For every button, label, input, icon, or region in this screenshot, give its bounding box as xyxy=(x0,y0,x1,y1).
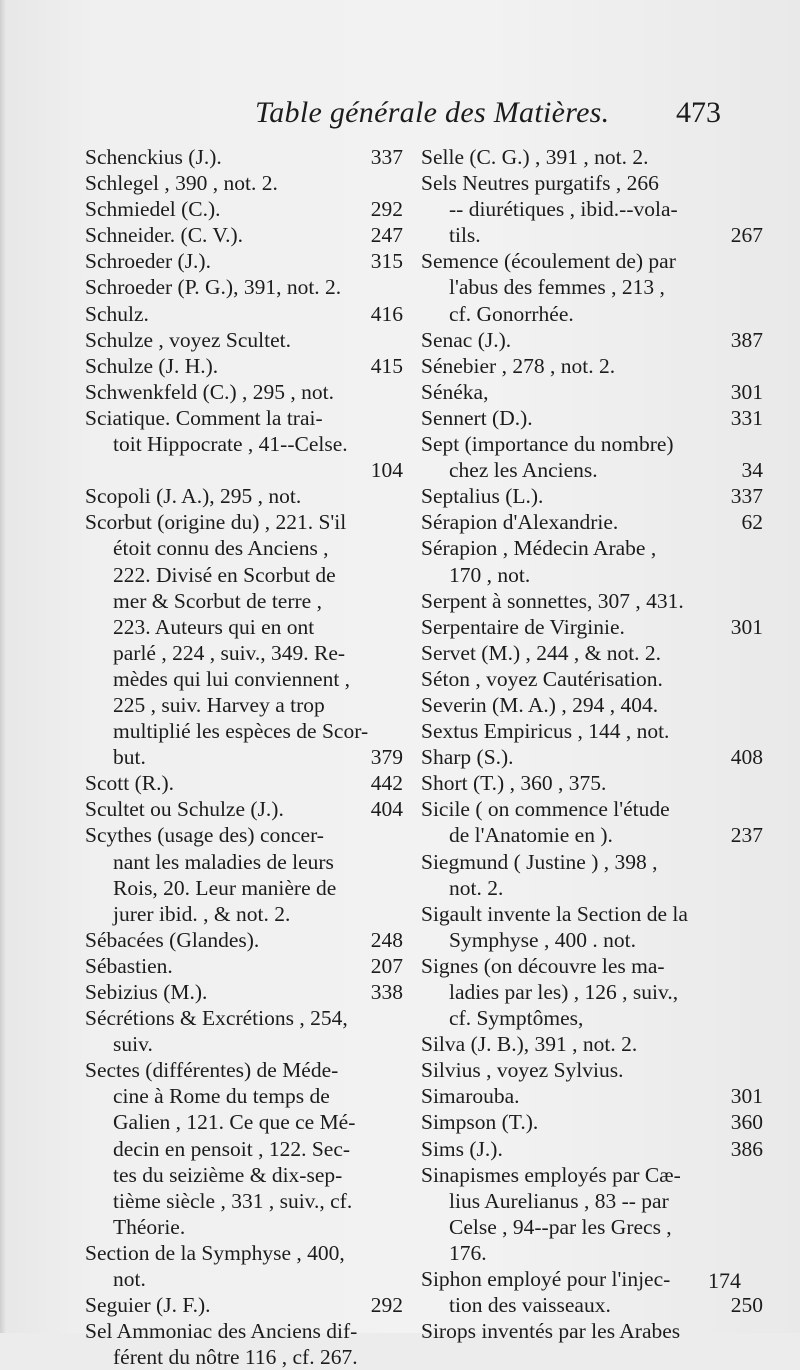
entry-text: tes du seizième & dix-sep- xyxy=(113,1162,343,1187)
index-entry-line xyxy=(85,1344,403,1370)
entry-text: mèdes qui lui conviennent , xyxy=(113,666,351,691)
index-entry-line xyxy=(85,353,403,379)
index-entry-line xyxy=(85,248,403,274)
entry-text: Selle (C. G.) , 391 , not. 2. xyxy=(421,145,649,169)
entry-page-ref: 416 xyxy=(370,301,403,326)
entry-text: Schlegel , 390 , not. 2. xyxy=(85,171,278,196)
entry-text: étoit connu des Anciens , xyxy=(113,536,329,561)
entry-page-ref: 248 xyxy=(370,927,403,952)
entry-text: Sims (J.). xyxy=(421,1136,503,1161)
entry-text: Silvius , voyez Sylvius. xyxy=(421,1058,624,1083)
entry-text: not. 2. xyxy=(449,875,504,900)
index-entry-line xyxy=(421,1083,763,1109)
index-entry-line xyxy=(421,901,763,927)
index-entry-line xyxy=(85,901,403,927)
entry-text: Section de la Symphyse , 400, xyxy=(85,1240,345,1265)
entry-text: Sénebier , 278 , not. 2. xyxy=(421,353,616,378)
index-entry-line xyxy=(85,692,403,718)
index-column-right xyxy=(421,144,763,1344)
entry-text: Sigault invente la Section de la xyxy=(421,901,688,926)
index-entry-line xyxy=(85,1057,403,1083)
entry-text: 222. Divisé en Scorbut de xyxy=(113,562,336,587)
index-entry-line xyxy=(85,927,403,953)
entry-text: Septalius (L.). xyxy=(421,484,544,509)
index-entry-line xyxy=(85,535,403,561)
entry-text: parlé , 224 , suiv., 349. Re- xyxy=(113,640,346,665)
index-entry-line xyxy=(421,1109,763,1135)
entry-text: cf. Gonorrhée. xyxy=(449,301,574,326)
entry-text: Schroeder (J.). xyxy=(85,249,211,274)
entry-text: Scorbut (origine du) , 221. S'il xyxy=(85,510,347,535)
entry-page-ref: 267 xyxy=(730,223,763,248)
index-entry-line xyxy=(85,1240,403,1266)
index-entry-line xyxy=(421,379,763,405)
entry-page-ref: 331 xyxy=(730,405,763,430)
entry-text: Sirops inventés par les Arabes xyxy=(421,1319,681,1344)
index-entry-line xyxy=(421,562,763,588)
index-entry-line xyxy=(85,1136,403,1162)
index-entry-line xyxy=(421,1005,763,1031)
index-entry-line xyxy=(421,222,763,248)
index-entry-line xyxy=(85,1292,403,1318)
index-entry-line xyxy=(85,431,403,457)
entry-text: Sennert (D.). xyxy=(421,405,533,430)
entry-text: Semence (écoulement de) par xyxy=(421,249,676,274)
entry-text: Seguier (J. F.). xyxy=(85,1293,211,1318)
entry-text: Schenckius (J.). xyxy=(85,145,222,169)
entry-text: Théorie. xyxy=(113,1214,186,1239)
entry-text: 176. xyxy=(449,1240,487,1265)
entry-text: Scopoli (J. A.), 295 , not. xyxy=(85,484,302,509)
index-entry-line xyxy=(421,170,763,196)
entry-text: chez les Anciens. xyxy=(449,458,598,483)
entry-text: Servet (M.) , 244 , & not. 2. xyxy=(421,640,662,665)
entry-text: Scythes (usage des) concer- xyxy=(85,823,324,848)
entry-page-ref: 250 xyxy=(730,1293,763,1318)
index-entry-line xyxy=(421,457,763,483)
index-entry-line xyxy=(85,170,403,196)
index-entry-line xyxy=(85,1031,403,1057)
index-entry-line xyxy=(421,927,763,953)
index-entry-line xyxy=(85,274,403,300)
entry-text: Sérapion , Médecin Arabe , xyxy=(421,536,657,561)
entry-page-ref: 442 xyxy=(370,771,403,796)
catchword: 174 xyxy=(708,1268,741,1293)
entry-text: cf. Symptômes, xyxy=(449,1006,584,1031)
entry-page-ref: 338 xyxy=(370,980,403,1004)
entry-text: Signes (on découvre les ma- xyxy=(421,953,665,978)
index-entry-line xyxy=(85,666,403,692)
entry-text: tils. xyxy=(449,223,481,248)
index-entry-line xyxy=(421,1031,763,1057)
index-entry-line xyxy=(85,379,403,405)
index-entry-line xyxy=(421,301,763,327)
index-entry-line xyxy=(85,144,403,170)
entry-page-ref: 62 xyxy=(741,510,763,535)
entry-text: tion des vaisseaux. xyxy=(449,1293,611,1318)
index-entry-line xyxy=(421,614,763,640)
entry-page-ref: 404 xyxy=(370,797,403,822)
index-entry-line xyxy=(85,822,403,848)
entry-text: Sicile ( on commence l'étude xyxy=(421,797,670,822)
entry-text: Schmiedel (C.). xyxy=(85,197,221,222)
entry-text: multiplié les espèces de Scor- xyxy=(113,719,369,744)
index-entry-line xyxy=(421,588,763,614)
entry-text: Sel Ammoniac des Anciens dif- xyxy=(85,1319,358,1344)
entry-page-ref: 379 xyxy=(370,745,403,770)
entry-page-ref: 301 xyxy=(730,614,763,639)
entry-text: Sciatique. Comment la trai- xyxy=(85,405,323,430)
entry-text: Sébastien. xyxy=(85,953,173,978)
entry-page-ref: 415 xyxy=(370,353,403,378)
index-entry-line xyxy=(421,718,763,744)
entry-text: suiv. xyxy=(113,1032,153,1057)
index-entry-line xyxy=(85,327,403,353)
entry-text: Sénéka, xyxy=(421,379,489,404)
entry-page-ref: 292 xyxy=(370,1293,403,1318)
index-entry-line xyxy=(85,222,403,248)
entry-page-ref: 408 xyxy=(730,745,763,770)
index-entry-line xyxy=(421,979,763,1005)
index-entry-line xyxy=(421,875,763,901)
index-entry-line xyxy=(421,692,763,718)
index-entry-line xyxy=(85,1188,403,1214)
entry-page-ref: 34 xyxy=(741,458,763,483)
index-entry-line xyxy=(85,1005,403,1031)
entry-text: l'abus des femmes , 213 , xyxy=(449,275,665,300)
entry-text: Sebizius (M.). xyxy=(85,980,208,1004)
index-entry-line xyxy=(85,1214,403,1240)
index-entry-line xyxy=(85,796,403,822)
index-entry-line xyxy=(85,640,403,666)
index-entry-line xyxy=(85,744,403,770)
entry-text: Sébacées (Glandes). xyxy=(85,927,260,952)
entry-page-ref: 207 xyxy=(370,953,403,978)
entry-text: toit Hippocrate , 41--Celse. xyxy=(113,432,348,457)
entry-text: Sels Neutres purgatifs , 266 xyxy=(421,171,659,196)
entry-text: Serpentaire de Virginie. xyxy=(421,614,625,639)
entry-text: tième siècle , 331 , suiv., cf. xyxy=(113,1188,353,1213)
index-entry-line xyxy=(421,1057,763,1083)
index-entry-line xyxy=(421,953,763,979)
entry-text: Short (T.) , 360 , 375. xyxy=(421,771,607,796)
entry-text: Simpson (T.). xyxy=(421,1110,539,1135)
entry-text: cine à Rome du temps de xyxy=(113,1084,330,1109)
index-entry-line xyxy=(85,405,403,431)
index-entry-line xyxy=(85,562,403,588)
index-entry-line xyxy=(85,770,403,796)
entry-text: Sectes (différentes) de Méde- xyxy=(85,1058,339,1083)
entry-text: de l'Anatomie en ). xyxy=(449,823,613,848)
index-entry-line xyxy=(85,875,403,901)
entry-text: ladies par les) , 126 , suiv., xyxy=(449,980,679,1004)
index-entry-line xyxy=(421,353,763,379)
entry-page-ref: 315 xyxy=(370,249,403,274)
entry-text: nant les maladies de leurs xyxy=(113,849,334,874)
entry-page-ref: 360 xyxy=(730,1110,763,1135)
entry-page-ref: 387 xyxy=(730,327,763,352)
entry-text: Schroeder (P. G.), 391, not. 2. xyxy=(85,275,342,300)
index-entry-line xyxy=(421,1214,763,1240)
entry-text: Sinapismes employés par Cæ- xyxy=(421,1162,681,1187)
index-entry-line xyxy=(85,301,403,327)
index-entry-line xyxy=(421,666,763,692)
entry-text: lius Aurelianus , 83 -- par xyxy=(449,1188,669,1213)
entry-page-ref: 292 xyxy=(370,197,403,222)
index-entry-line xyxy=(421,327,763,353)
entry-text: Symphyse , 400 . not. xyxy=(449,927,636,952)
entry-page-ref: 337 xyxy=(370,145,403,169)
entry-text: Serpent à sonnettes, 307 , 431. xyxy=(421,588,684,613)
entry-text: férent du nôtre 116 , cf. 267. xyxy=(113,1345,358,1370)
entry-page-ref: 247 xyxy=(370,223,403,248)
running-title: Table générale des Matières. xyxy=(255,96,610,129)
entry-text: Simarouba. xyxy=(421,1084,520,1109)
entry-text: Schneider. (C. V.). xyxy=(85,223,244,248)
index-entry-line xyxy=(421,431,763,457)
entry-page-ref: 237 xyxy=(730,823,763,848)
entry-text: 170 , not. xyxy=(449,562,531,587)
index-entry-line xyxy=(421,1162,763,1188)
entry-text: Celse , 94--par les Grecs , xyxy=(449,1214,672,1239)
index-entry-line xyxy=(421,405,763,431)
index-entry-line xyxy=(85,588,403,614)
index-entry-line xyxy=(421,1318,763,1344)
entry-text: Senac (J.). xyxy=(421,327,512,352)
entry-text: jurer ibid. , & not. 2. xyxy=(113,901,291,926)
index-entry-line xyxy=(421,1188,763,1214)
page-edge xyxy=(0,0,6,1333)
entry-text: 225 , suiv. Harvey a trop xyxy=(113,692,325,717)
entry-text: but. xyxy=(113,745,146,770)
entry-text: Siegmund ( Justine ) , 398 , xyxy=(421,849,658,874)
entry-text: Scultet ou Schulze (J.). xyxy=(85,797,284,822)
index-entry-line xyxy=(421,535,763,561)
index-entry-line xyxy=(85,1162,403,1188)
index-column-left xyxy=(85,144,403,1370)
index-entry-line xyxy=(85,1083,403,1109)
index-entry-line xyxy=(421,248,763,274)
entry-page-ref: 301 xyxy=(730,379,763,404)
entry-text: mer & Scorbut de terre , xyxy=(113,588,322,613)
index-entry-line xyxy=(85,979,403,1005)
index-entry-line xyxy=(85,196,403,222)
index-entry-line xyxy=(421,144,763,170)
entry-text: Schulze (J. H.). xyxy=(85,353,219,378)
entry-text: Schulz. xyxy=(85,301,149,326)
entry-text: Scott (R.). xyxy=(85,771,174,796)
index-entry-line xyxy=(421,483,763,509)
entry-text: Sextus Empiricus , 144 , not. xyxy=(421,719,670,744)
index-entry-line xyxy=(421,509,763,535)
entry-page-ref: 337 xyxy=(730,484,763,509)
index-entry-line xyxy=(85,483,403,509)
index-entry-line xyxy=(85,614,403,640)
index-entry-line xyxy=(85,1266,403,1292)
entry-text: Rois, 20. Leur manière de xyxy=(113,875,337,900)
index-entry-line xyxy=(421,274,763,300)
index-entry-line xyxy=(85,718,403,744)
index-entry-line xyxy=(421,822,763,848)
entry-page-ref: 301 xyxy=(730,1084,763,1109)
entry-page-ref: 104 xyxy=(370,458,403,483)
entry-text: Sharp (S.). xyxy=(421,745,514,770)
entry-text: Sécrétions & Excrétions , 254, xyxy=(85,1006,348,1031)
index-entry-line xyxy=(421,849,763,875)
entry-page-ref: 386 xyxy=(730,1136,763,1161)
entry-text: not. xyxy=(113,1267,146,1292)
index-entry-line xyxy=(421,796,763,822)
index-entry-line xyxy=(85,953,403,979)
index-entry-line xyxy=(85,1318,403,1344)
page-number: 473 xyxy=(676,96,721,129)
entry-text: 223. Auteurs qui en ont xyxy=(113,614,315,639)
index-entry-line xyxy=(421,770,763,796)
entry-text: Séton , voyez Cautérisation. xyxy=(421,666,663,691)
entry-text: -- diurétiques , ibid.--vola- xyxy=(449,197,678,222)
entry-text: decin en pensoit , 122. Sec- xyxy=(113,1136,351,1161)
entry-text: Galien , 121. Ce que ce Mé- xyxy=(113,1110,356,1135)
index-entry-line xyxy=(421,640,763,666)
index-entry-line xyxy=(421,1136,763,1162)
entry-text: Schwenkfeld (C.) , 295 , not. xyxy=(85,379,335,404)
index-entry-line xyxy=(421,196,763,222)
index-entry-line xyxy=(85,509,403,535)
entry-text: Silva (J. B.), 391 , not. 2. xyxy=(421,1032,638,1057)
index-entry-line xyxy=(421,1240,763,1266)
index-entry-line xyxy=(85,457,403,483)
entry-text: Severin (M. A.) , 294 , 404. xyxy=(421,692,659,717)
entry-text: Siphon employé pour l'injec- xyxy=(421,1267,671,1292)
entry-text: Sept (importance du nombre) xyxy=(421,432,674,457)
entry-text: Schulze , voyez Scultet. xyxy=(85,327,291,352)
index-entry-line xyxy=(85,1109,403,1135)
index-entry-line xyxy=(85,849,403,875)
index-entry-line xyxy=(421,744,763,770)
entry-text: Sérapion d'Alexandrie. xyxy=(421,510,619,535)
index-entry-line xyxy=(421,1292,763,1318)
